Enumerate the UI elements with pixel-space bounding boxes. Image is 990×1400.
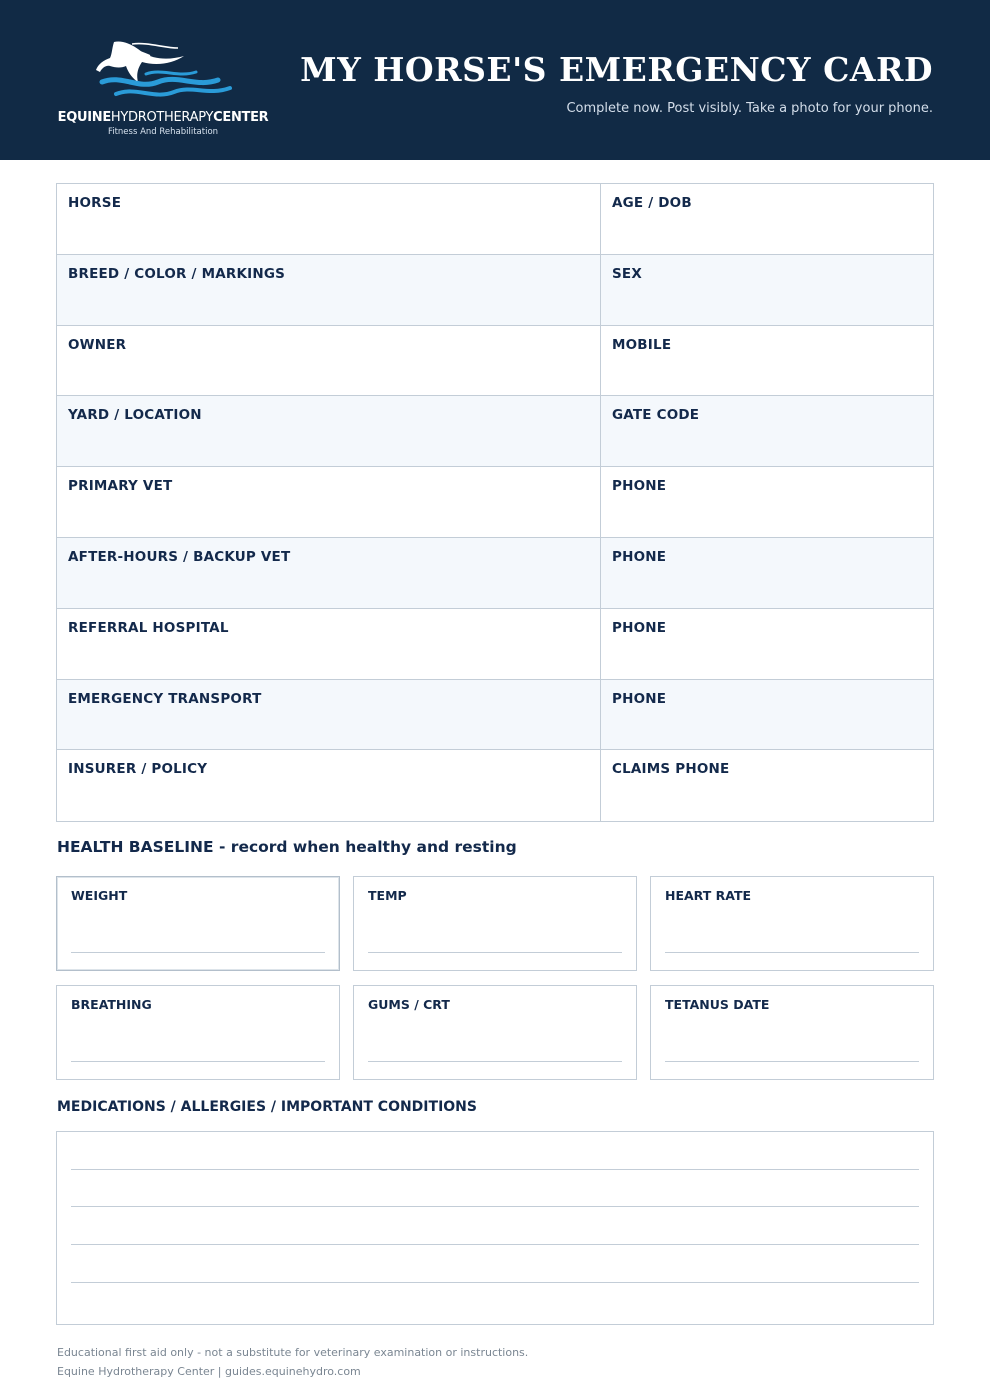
equine-hydrotherapy-logo [56, 36, 276, 140]
notes-line [71, 1206, 919, 1207]
age-dob-field[interactable]: AGE / DOB [612, 195, 692, 211]
sex-field[interactable]: SEX [612, 265, 642, 282]
yard-location-field[interactable]: YARD / LOCATION [57, 396, 601, 466]
backup-vet-field[interactable]: AFTER-HOURS / BACKUP VET [57, 538, 601, 608]
header-banner [0, 0, 990, 160]
gums-crt-label: GUMS / CRT [368, 997, 450, 1012]
page-title: MY HORSE'S EMERGENCY CARD [300, 50, 933, 89]
heart-rate-box[interactable] [650, 876, 934, 971]
owner-field[interactable]: OWNER [57, 326, 601, 396]
heart-rate-entry-line [665, 952, 919, 953]
table-row [57, 538, 933, 609]
breed-color-markings-field[interactable]: BREED / COLOR / MARKINGS [57, 255, 601, 325]
tetanus-date-label: TETANUS DATE [665, 997, 770, 1012]
gums-crt-entry-line [368, 1061, 622, 1062]
table-row [57, 609, 933, 680]
emergency-transport-field[interactable]: EMERGENCY TRANSPORT [57, 680, 601, 750]
table-row [57, 184, 933, 255]
logo-tagline: Fitness And Rehabilitation [107, 127, 219, 137]
insurer-policy-field[interactable]: INSURER / POLICY [57, 750, 601, 821]
weight-entry-line [71, 952, 325, 953]
primary-vet-field[interactable]: PRIMARY VET [57, 467, 601, 537]
page-subtitle: Complete now. Post visibly. Take a photo for your phone. [566, 101, 933, 116]
tetanus-date-box[interactable] [650, 985, 934, 1080]
contact-info-table [56, 183, 934, 822]
logo-wordmark: EQUINEHYDROTHERAPYCENTER [57, 110, 269, 125]
table-row [57, 326, 933, 397]
gate-code-field[interactable]: GATE CODE [612, 407, 700, 424]
breathing-label: BREATHING [71, 997, 152, 1012]
backup-vet-phone-field[interactable]: PHONE [612, 548, 667, 565]
breathing-box[interactable] [56, 985, 340, 1080]
horse-water-logo-icon [92, 38, 232, 104]
health-baseline-heading: HEALTH BASELINE - record when healthy and resting [57, 838, 517, 856]
horse-field[interactable]: HORSE [57, 184, 601, 254]
weight-label: WEIGHT [71, 888, 128, 903]
emergency-transport-phone-field[interactable]: PHONE [612, 690, 667, 707]
table-row [57, 680, 933, 751]
table-row [57, 396, 933, 467]
notes-line [71, 1169, 919, 1170]
breathing-entry-line [71, 1061, 325, 1062]
medications-heading: MEDICATIONS / ALLERGIES / IMPORTANT CONDITIONS [57, 1099, 477, 1115]
claims-phone-field[interactable]: CLAIMS PHONE [612, 761, 730, 778]
footer-disclaimer: Educational first aid only - not a substitute for veterinary examination or instructions. [57, 1346, 529, 1359]
tetanus-date-entry-line [665, 1061, 919, 1062]
temp-label: TEMP [368, 888, 407, 903]
notes-line [71, 1244, 919, 1245]
footer-credit: Equine Hydrotherapy Center | guides.equinehydro.com [57, 1365, 361, 1378]
weight-box[interactable] [56, 876, 340, 971]
primary-vet-phone-field[interactable]: PHONE [612, 478, 667, 495]
table-row [57, 750, 933, 821]
table-row [57, 467, 933, 538]
temp-box[interactable] [353, 876, 637, 971]
referral-hospital-field[interactable]: REFERRAL HOSPITAL [57, 609, 601, 679]
table-row [57, 255, 933, 326]
notes-line [71, 1282, 919, 1283]
medications-notes-box[interactable] [56, 1131, 934, 1325]
referral-hospital-phone-field[interactable]: PHONE [612, 619, 667, 636]
gums-crt-box[interactable] [353, 985, 637, 1080]
mobile-field[interactable]: MOBILE [612, 336, 672, 353]
temp-entry-line [368, 952, 622, 953]
heart-rate-label: HEART RATE [665, 888, 752, 903]
